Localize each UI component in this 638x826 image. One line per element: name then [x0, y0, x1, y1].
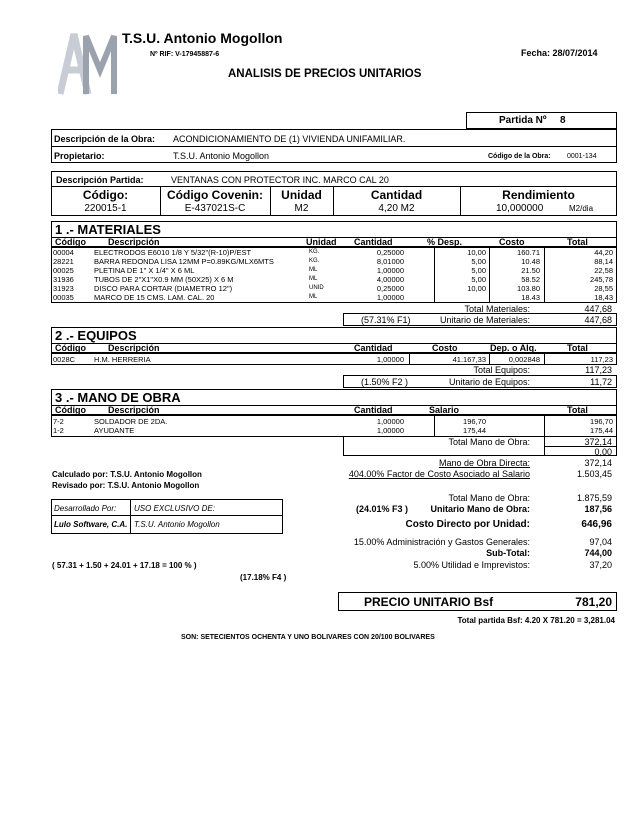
- revisado-por: Revisado por: T.S.U. Antonio Mogollon: [52, 481, 200, 490]
- cell-total: 117,23: [590, 355, 613, 364]
- desarrollado-label: Desarrollado Por:: [54, 504, 117, 513]
- cell-desp: 5,00: [471, 266, 486, 275]
- unidad-value: M2: [294, 203, 309, 214]
- unitario-materiales: 447,68: [584, 315, 612, 325]
- obra-descripcion: ACONDICIONAMIENTO DE (1) VIVIENDA UNIFAMILIAR.: [173, 134, 406, 144]
- table-row: [52, 293, 616, 302]
- table-row: [52, 275, 616, 284]
- total-mano-obra: 372,14: [584, 437, 612, 447]
- table-row: [52, 417, 616, 426]
- cell-unidad: KG.: [309, 249, 320, 255]
- unidad-label: Unidad: [281, 188, 322, 202]
- calculado-por: Calculado por: T.S.U. Antonio Mogollon: [52, 470, 202, 479]
- cell-codigo: 7-2: [53, 417, 64, 426]
- col-cantidad: Cantidad: [354, 343, 393, 353]
- cell-cantidad: 1,00000: [376, 417, 404, 426]
- utilidad-label: 5.00% Utilidad e Imprevistos:: [413, 560, 530, 570]
- cell-costo: 10.48: [521, 257, 540, 266]
- admin: 97,04: [589, 537, 612, 547]
- equipos-pct: (1.50% F2 ): [361, 377, 409, 387]
- propietario: T.S.U. Antonio Mogollon: [173, 151, 270, 161]
- col-dep: Dep. o Alq.: [490, 343, 537, 353]
- cell-total: 28,55: [594, 284, 613, 293]
- factor: 1.503,45: [576, 469, 612, 479]
- cell-descripcion: PLETINA DE 1" X 1/4" X 6 ML: [94, 266, 195, 275]
- cell-codigo: 28221: [53, 257, 74, 266]
- col-unidad: Unidad: [306, 237, 337, 247]
- cell-codigo: 00035: [53, 293, 74, 302]
- cell-total: 245,78: [590, 275, 613, 284]
- costo-directo: 646,96: [581, 519, 612, 530]
- factor-label: 404.00% Factor de Costo Asociado al Salario: [348, 469, 530, 479]
- rendimiento-value: 10,000000: [496, 203, 544, 214]
- propietario-label: Propietario:: [54, 151, 105, 161]
- total-mano-obra-2-label: Total Mano de Obra:: [448, 493, 530, 503]
- cell-desp: 5,00: [471, 257, 486, 266]
- cell-codigo: 00025: [53, 266, 74, 275]
- unitario-materiales-label: Unitario de Materiales:: [439, 315, 530, 325]
- cell-total: 44,20: [594, 248, 613, 257]
- subtotal-label: Sub-Total:: [486, 548, 530, 558]
- unitario-mano-obra-label: Unitario Mano de Obra:: [430, 504, 530, 514]
- covenin-value: E-437021S-C: [184, 203, 246, 214]
- cell-total: 88,14: [594, 257, 613, 266]
- formula: ( 57.31 + 1.50 + 24.01 + 17.18 = 100 % ): [52, 561, 197, 570]
- cell-codigo: 1-2: [53, 426, 64, 435]
- cell-costo: 58.52: [521, 275, 540, 284]
- cell-total: 196,70: [590, 417, 613, 426]
- cell-codigo: 0028C: [53, 355, 76, 364]
- cell-cantidad: 1,00000: [376, 355, 404, 364]
- uso-exclusivo: USO EXCLUSIVO DE:: [134, 504, 215, 513]
- cell-codigo: 31923: [53, 284, 74, 293]
- total-equipos: 117,23: [585, 365, 612, 375]
- mano-obra-header: [51, 405, 617, 415]
- subtotal: 744,00: [584, 548, 612, 558]
- materiales-header: [51, 237, 617, 247]
- descripcion-partida-label: Descripción Partida:: [56, 175, 144, 185]
- table-row: [52, 355, 616, 364]
- cell-salario: 175,44: [463, 426, 486, 435]
- cliente-name: T.S.U. Antonio Mogollon: [134, 520, 220, 529]
- covenin-label: Código Covenin:: [167, 188, 263, 202]
- cell-costo: 18.43: [521, 293, 540, 302]
- table-row: [52, 266, 616, 275]
- company-logo: [58, 30, 118, 96]
- cell-unidad: UNID: [309, 285, 324, 291]
- cell-descripcion: BARRA REDONDA LISA 12MM P=0.89KG/MLX6MTS: [94, 257, 274, 266]
- unitario-equipos-label: Unitario de Equipos:: [448, 377, 530, 387]
- mano-obra-title: 3 .- MANO DE OBRA: [51, 389, 617, 405]
- total-mano-obra-label: Total Mano de Obra:: [448, 437, 530, 447]
- col-desp: % Desp.: [427, 237, 463, 247]
- cell-cantidad: 0,25000: [376, 248, 404, 257]
- cell-cantidad: 1,00000: [376, 426, 404, 435]
- cell-unidad: ML: [309, 294, 318, 300]
- cell-descripcion: TUBOS DE 2"X1"X0.9 MM (50X25) X 6 M: [94, 275, 234, 284]
- col-total: Total: [567, 343, 588, 353]
- table-row: [52, 248, 616, 257]
- total-partida: Total partida Bsf: 4.20 X 781.20 = 3,281.04: [457, 616, 615, 625]
- total-materiales: 447,68: [584, 304, 612, 314]
- col-total: Total: [567, 405, 588, 415]
- f4-pct: (17.18% F4 ): [240, 573, 287, 582]
- cell-desp: 10,00: [467, 284, 486, 293]
- cell-descripcion: ELECTRODOS E6010 1/8 Y 5/32"(R-10)P/EST: [94, 248, 252, 257]
- cell-codigo: 31936: [53, 275, 74, 284]
- mano-obra-pct: (24.01% F3 ): [356, 504, 409, 514]
- cell-cantidad: 1,00000: [376, 266, 404, 275]
- cell-cantidad: 1,00000: [376, 293, 404, 302]
- cell-costo: 160.71: [517, 248, 540, 257]
- cell-dep: 0,002848: [508, 355, 540, 364]
- col-descripcion: Descripción: [108, 405, 160, 415]
- costo-directo-label: Costo Directo por Unidad:: [405, 519, 530, 530]
- mo-directa: 372,14: [584, 458, 612, 468]
- codigo-label: Código:: [82, 188, 129, 202]
- partida-label: Partida Nº: [499, 115, 547, 126]
- col-codigo: Código: [55, 405, 86, 415]
- fecha: Fecha: 28/07/2014: [521, 48, 598, 58]
- mano-obra-extra: 0,00: [594, 447, 612, 457]
- cell-desp: 10,00: [467, 248, 486, 257]
- col-cantidad: Cantidad: [354, 405, 393, 415]
- mo-directa-label: Mano de Obra Directa:: [438, 458, 530, 468]
- col-costo: Costo: [499, 237, 525, 247]
- col-costo: Costo: [432, 343, 458, 353]
- rendimiento-unit: M2/dia: [569, 204, 594, 213]
- cell-descripcion: DISCO PARA CORTAR (DIAMETRO 12"): [94, 284, 233, 293]
- cell-salario: 196,70: [463, 417, 486, 426]
- cell-codigo: 00004: [53, 248, 74, 257]
- cell-total: 18,43: [594, 293, 613, 302]
- col-descripcion: Descripción: [108, 343, 160, 353]
- col-salario: Salario: [429, 405, 460, 415]
- table-row: [52, 257, 616, 266]
- cell-unidad: ML: [309, 276, 318, 282]
- col-codigo: Código: [55, 237, 86, 247]
- table-row: [52, 426, 616, 435]
- cell-descripcion: AYUDANTE: [94, 426, 135, 435]
- col-descripcion: Descripción: [108, 237, 160, 247]
- precio-unitario: 781,20: [575, 595, 612, 609]
- descripcion-partida: VENTANAS CON PROTECTOR INC. MARCO CAL 20: [171, 175, 389, 185]
- total-equipos-label: Total Equipos:: [473, 365, 530, 375]
- cell-unidad: KG.: [309, 258, 320, 264]
- cantidad-label: Cantidad: [370, 188, 423, 202]
- codigo-value: 220015-1: [84, 203, 127, 214]
- cell-total: 175,44: [590, 426, 613, 435]
- rendimiento-label: Rendimiento: [502, 188, 575, 202]
- codigo-obra-label: Código de la Obra:: [488, 153, 551, 160]
- page-title: ANALISIS DE PRECIOS UNITARIOS: [228, 68, 422, 80]
- cell-total: 22,58: [594, 266, 613, 275]
- company-name: T.S.U. Antonio Mogollon: [122, 30, 283, 46]
- rif: Nº RIF: V-17945887-6: [150, 51, 220, 58]
- partida-number: 8: [560, 115, 566, 126]
- table-row: [52, 284, 616, 293]
- unitario-mano-obra: 187,56: [584, 504, 612, 514]
- equipos-header: [51, 343, 617, 353]
- utilidad: 37,20: [589, 560, 612, 570]
- cell-costo: 103.80: [517, 284, 540, 293]
- precio-unitario-label: PRECIO UNITARIO Bsf: [364, 595, 494, 609]
- cantidad-value: 4,20 M2: [378, 203, 415, 214]
- cell-unidad: ML: [309, 267, 318, 273]
- cell-cantidad: 4,00000: [376, 275, 404, 284]
- cell-desp: 5,00: [471, 275, 486, 284]
- admin-label: 15.00% Administración y Gastos Generales:: [353, 537, 530, 547]
- cell-descripcion: H.M. HERRERIA: [94, 355, 151, 364]
- codigo-obra: 0001-134: [567, 153, 597, 160]
- cell-cantidad: 0,25000: [376, 284, 404, 293]
- cell-descripcion: MARCO DE 15 CMS. LAM. CAL. 20: [94, 293, 215, 302]
- cell-cantidad: 8,01000: [376, 257, 404, 266]
- col-cantidad: Cantidad: [354, 237, 393, 247]
- materiales-pct: (57.31% F1): [361, 315, 411, 325]
- col-codigo: Código: [55, 343, 86, 353]
- cell-costo: 21.50: [521, 266, 540, 275]
- total-materiales-label: Total Materiales:: [464, 304, 530, 314]
- obra-descripcion-label: Descripción de la Obra:: [54, 134, 156, 144]
- monto-en-letras: SON: SETECIENTOS OCHENTA Y UNO BOLIVARES CON 20/100 BOLIVARES: [181, 634, 435, 641]
- software-name: Lulo Software, C.A.: [54, 520, 128, 529]
- total-mano-obra-2: 1.875,59: [576, 493, 612, 503]
- cell-descripcion: SOLDADOR DE 2DA.: [94, 417, 168, 426]
- equipos-title: 2 .- EQUIPOS: [51, 327, 617, 343]
- col-total: Total: [567, 237, 588, 247]
- cell-costo: 41.167,33: [452, 355, 486, 364]
- materiales-title: 1 .- MATERIALES: [51, 221, 617, 237]
- unitario-equipos: 11,72: [590, 377, 612, 387]
